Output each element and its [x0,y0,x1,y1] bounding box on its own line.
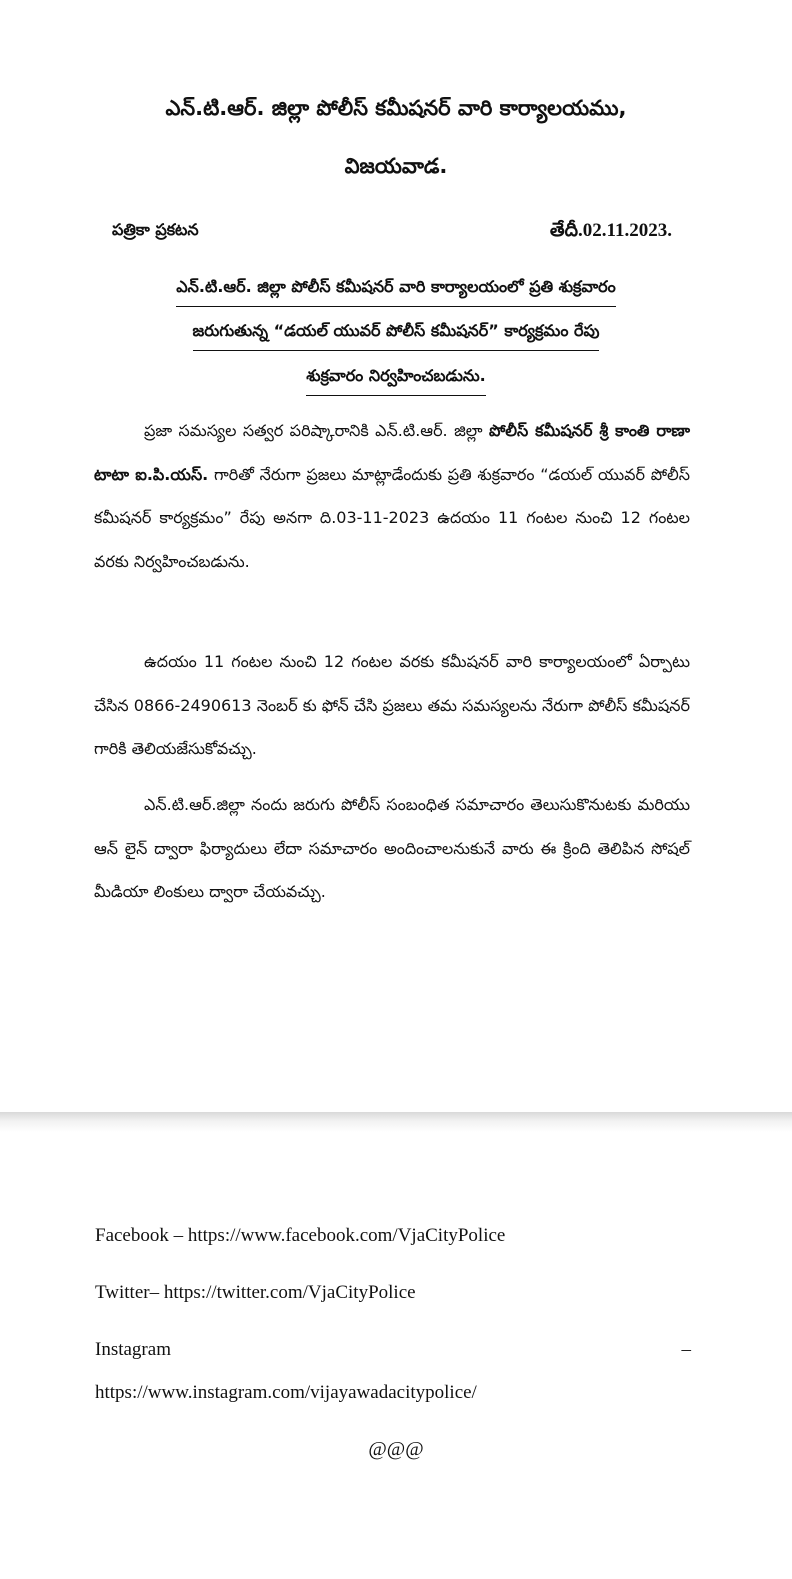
city-title: విజయవాడ. [344,154,448,178]
end-mark: @@@ [368,1438,424,1460]
facebook-link[interactable]: Facebook – https://www.facebook.com/VjaCityPolice [95,1225,506,1246]
instagram-label: Instagram [95,1339,171,1360]
page-separator [0,1112,792,1132]
instagram-label-row [95,1339,691,1361]
paragraph-2: ఉదయం 11 గంటల నుంచి 12 గంటల వరకు కమీషనర్ వారి కార్యాలయంలో ఏర్పాటు చేసిన 0866-2490613 నెంబర్ కు ఫోన్ చేసి ప్రజలు తమ సమస్యలను నేరుగా పోలీస్ కమీషనర్ గారికి తెలియజేసుకోవచ్చు. [94,652,690,758]
headline-line-1: ఎన్.టి.ఆర్. జిల్లా పోలీస్ కమీషనర్ వారి కార్యాలయంలో ప్రతి శుక్రవారం [0,277,792,307]
commissioner-name: పోలీస్ కమీషనర్ శ్రీ కాంతి రాణా టాటా ఐ.పి.యస్. [94,421,690,484]
instagram-link[interactable]: https://www.instagram.com/vijayawadacitypolice/ [95,1382,477,1403]
twitter-link[interactable]: Twitter– https://twitter.com/VjaCityPolice [95,1282,416,1303]
headline-line-2: జరుగుతున్న “డయల్ యువర్ పోలీస్ కమీషనర్” కార్యక్రమం రేపు [0,321,792,351]
paragraph-1: ప్రజా సమస్యల సత్వర పరిష్కారానికి ఎన్.టి.ఆర్. జిల్లా పోలీస్ కమీషనర్ శ్రీ కాంతి రాణా టాటా ఐ.పి.యస్. గారితో నేరుగా ప్రజలు మాట్లాడేందుకు ప్రతి శుక్రవారం “డయల్ యువర్ పోలీస్ కమీషనర్ కార్యక్రమం” రేపు అనగా ది.03-11-2023 ఉదయం 11 గంటల నుంచి 12 గంటల వరకు నిర్వహించబడును. [94,421,690,571]
office-title: ఎన్.టి.ఆర్. జిల్లా పోలీస్ కమీషనర్ వారి కార్యాలయము, [165,96,627,120]
release-date: తేదీ.02.11.2023. [549,220,672,241]
headline-line-3: శుక్రవారం నిర్వహించబడును. [0,366,792,396]
press-release-label: పత్రికా ప్రకటన [112,220,199,239]
instagram-dash: – [681,1339,691,1360]
paragraph-3: ఎన్.టి.ఆర్.జిల్లా నందు జరుగు పోలీస్ సంబంధిత సమాచారం తెలుసుకొనుటకు మరియు ఆన్ లైన్ ద్వారా ఫిర్యాదులు లేదా సమాచారం అందించాలనుకునే వారు ఈ క్రింది తెలిపిన సోషల్ మీడియా లింకులు ద్వారా చేయవచ్చు. [94,795,690,901]
page-2 [0,1135,792,1579]
